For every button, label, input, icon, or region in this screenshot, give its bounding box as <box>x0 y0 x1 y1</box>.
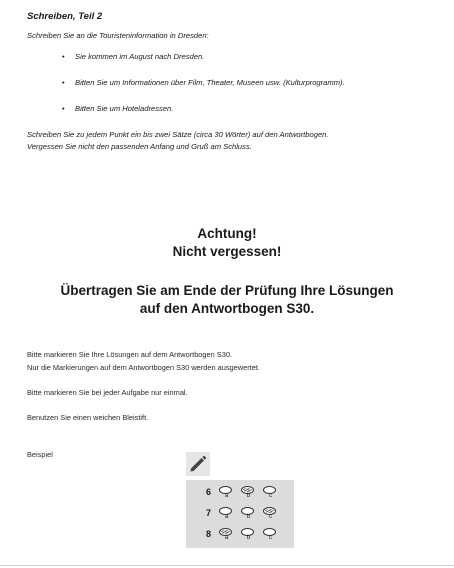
example-label: Beispiel <box>27 450 53 459</box>
bullet-text: Bitten Sie um Hoteladressen. <box>75 104 174 113</box>
warning-subheading: Nicht vergessen! <box>172 244 282 259</box>
option-letter: b <box>246 535 251 541</box>
task-note-line-2: Vergessen Sie nicht den passenden Anfang und Gruß am Schluss. <box>27 142 252 151</box>
transfer-notice-line-1: Übertragen Sie am Ende der Prüfung Ihre Lösungen <box>60 283 394 298</box>
list-item <box>62 51 345 77</box>
example-row <box>186 525 294 545</box>
task-bullet-list <box>62 51 345 129</box>
option-letter: c <box>269 535 272 541</box>
instruction-mark-answers: Bitte markieren Sie Ihre Lösungen auf dem Antwortbogen S30. <box>27 350 233 359</box>
option-letter: c <box>269 493 272 499</box>
option-letter: b <box>246 514 251 520</box>
option-letter: a <box>224 493 229 499</box>
list-item <box>62 103 345 129</box>
option-letter: b <box>246 493 251 499</box>
example-row <box>186 504 294 524</box>
instruction-soft-pencil: Benutzen Sie einen weichen Bleistift. <box>27 413 149 422</box>
example-row-number: 7 <box>206 508 212 518</box>
instruction-only-marks-scored: Nur die Markierungen auf dem Antwortbogen S30 werden ausgewertet. <box>27 363 260 372</box>
example-answer-grid <box>186 480 294 548</box>
instruction-mark-once: Bitte markieren Sie bei jeder Aufgabe nur einmal. <box>27 388 188 397</box>
pencil-icon <box>186 452 210 476</box>
task-intro: Schreiben Sie an die Touristeninformation in Dresden: <box>27 31 209 40</box>
task-note <box>27 129 329 153</box>
task-title: Schreiben, Teil 2 <box>27 11 103 22</box>
page-bottom-divider <box>0 565 454 566</box>
bullet-icon: • <box>62 52 65 61</box>
transfer-notice-line-2: auf den Antwortbogen S30. <box>139 301 315 316</box>
task-note-line-1: Schreiben Sie zu jedem Punkt ein bis zwei Sätze (circa 30 Wörter) auf den Antwortbogen. <box>27 130 329 139</box>
example-row-number: 8 <box>206 529 212 539</box>
example-row <box>186 483 294 503</box>
warning-heading: Achtung! <box>197 226 257 241</box>
list-item <box>62 77 345 103</box>
option-letter: a <box>224 514 229 520</box>
example-row-number: 6 <box>206 487 212 497</box>
bullet-text: Bitten Sie um Informationen über Film, Theater, Museen usw. (Kulturprogramm). <box>75 78 345 87</box>
option-letter: a <box>224 535 229 541</box>
bullet-text: Sie kommen im August nach Dresden. <box>75 52 205 61</box>
bullet-icon: • <box>62 78 65 87</box>
option-letter: c <box>269 514 272 520</box>
bullet-icon: • <box>62 104 65 113</box>
